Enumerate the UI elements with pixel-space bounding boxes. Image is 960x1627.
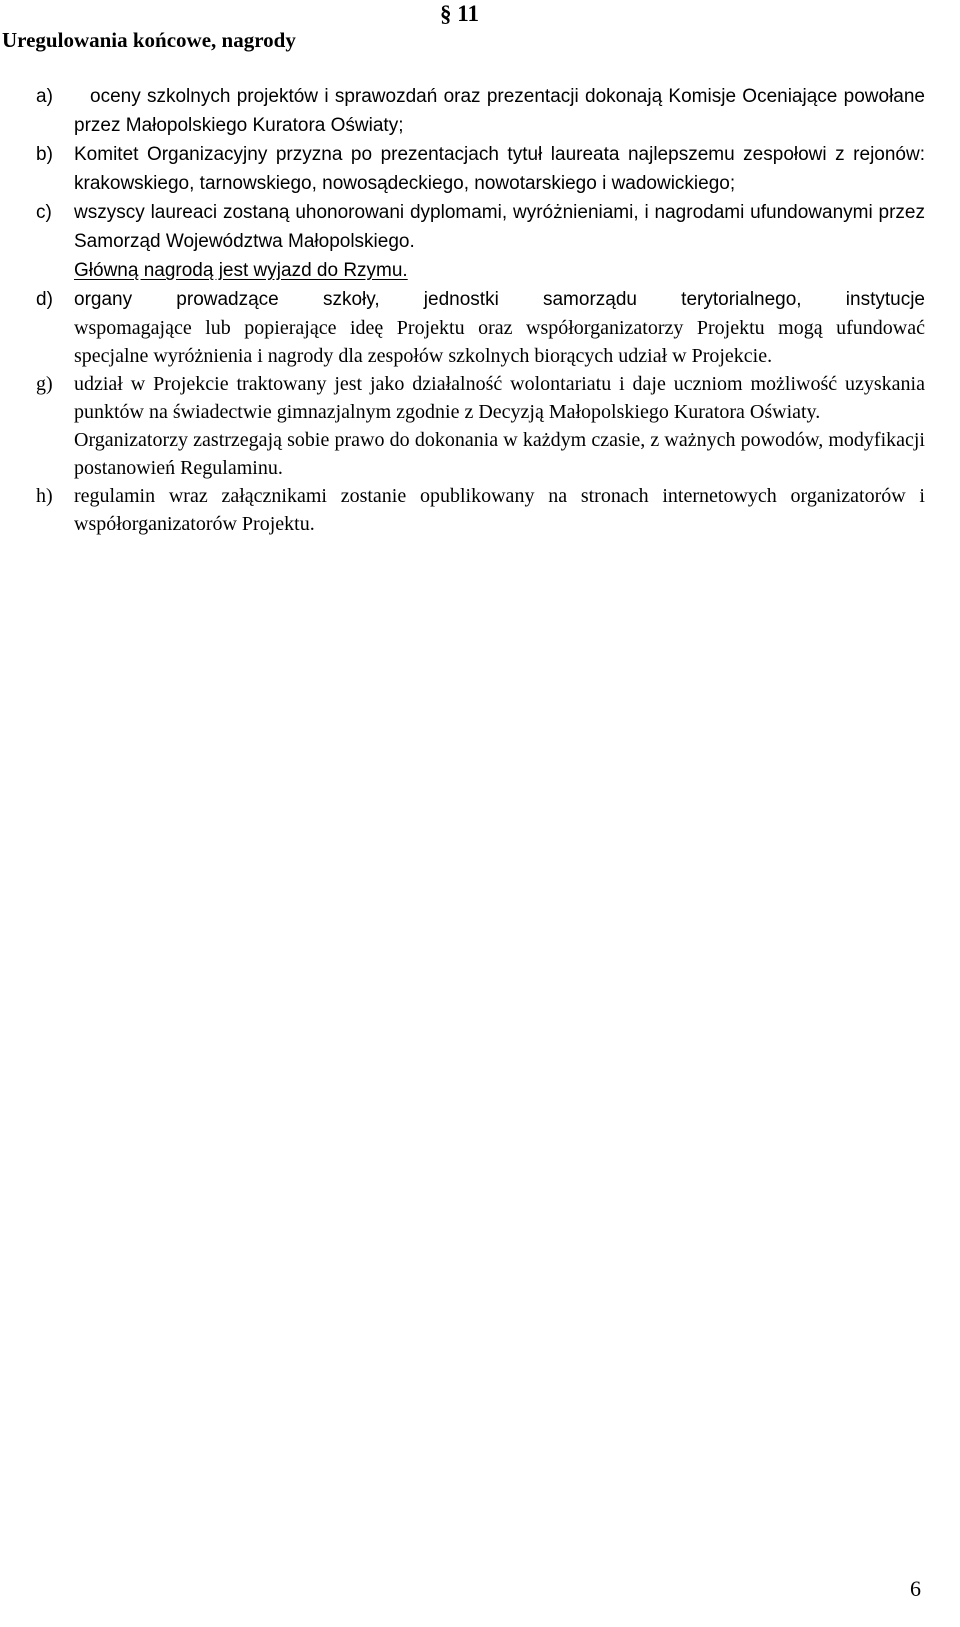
item-text: wszyscy laureaci zostaną uhonorowani dyplomami, wyróżnieniami, i nagrodami ufundowanymi przez Samorząd Województwa Małopolskiego. xyxy=(74,202,925,252)
section-title: Uregulowania końcowe, nagrody xyxy=(2,28,296,52)
item-text: udział w Projekcie traktowany jest jako działalność wolontariatu i daje uczniom możliwość uzyskania punktów na świadectwie gimnazjalnym zgodnie z Decyzją Małopolskiego Kuratora Oświaty. xyxy=(74,373,925,423)
item-label: g) xyxy=(36,373,53,395)
additional-paragraph: Organizatorzy zastrzegają sobie prawo do dokonania w każdym czasie, z ważnych powodów, modyfikacji postanowień Regulaminu. xyxy=(74,429,925,479)
list-item xyxy=(36,482,925,538)
item-text-first-line: organy prowadzące szkoły, jednostki samorządu terytorialnego, instytucje xyxy=(74,289,925,310)
item-label: d) xyxy=(36,289,53,310)
page-number: 6 xyxy=(910,1576,921,1601)
main-prize-note: Główną nagrodą jest wyjazd do Rzymu. xyxy=(74,260,408,281)
item-label: b) xyxy=(36,144,53,165)
item-text: regulamin wraz załącznikami zostanie opublikowany na stronach internetowych organizatorów i współorganizatorów Projektu. xyxy=(74,485,925,535)
list-item xyxy=(36,198,925,285)
item-label: c) xyxy=(36,202,52,223)
item-label: a) xyxy=(36,86,53,107)
list-item xyxy=(36,82,925,140)
list-item xyxy=(36,370,925,482)
list-item xyxy=(36,140,925,198)
provisions-list xyxy=(36,82,925,538)
item-label: h) xyxy=(36,485,53,507)
section-number: § 11 xyxy=(440,1,479,26)
item-text: oceny szkolnych projektów i sprawozdań oraz prezentacji dokonają Komisje Oceniające powołane przez Małopolskiego Kuratora Oświaty; xyxy=(74,86,925,136)
list-item xyxy=(36,285,925,370)
item-text: wspomagające lub popierające ideę Projektu oraz współorganizatorzy Projektu mogą ufundować specjalne wyróżnienia i nagrody dla zespołów szkolnych biorących udział w Projekcie. xyxy=(74,317,925,367)
item-text: Komitet Organizacyjny przyzna po prezentacjach tytuł laureata najlepszemu zespołowi z rejonów: krakowskiego, tarnowskiego, nowosądeckiego, nowotarskiego i wadowickiego; xyxy=(74,144,925,194)
